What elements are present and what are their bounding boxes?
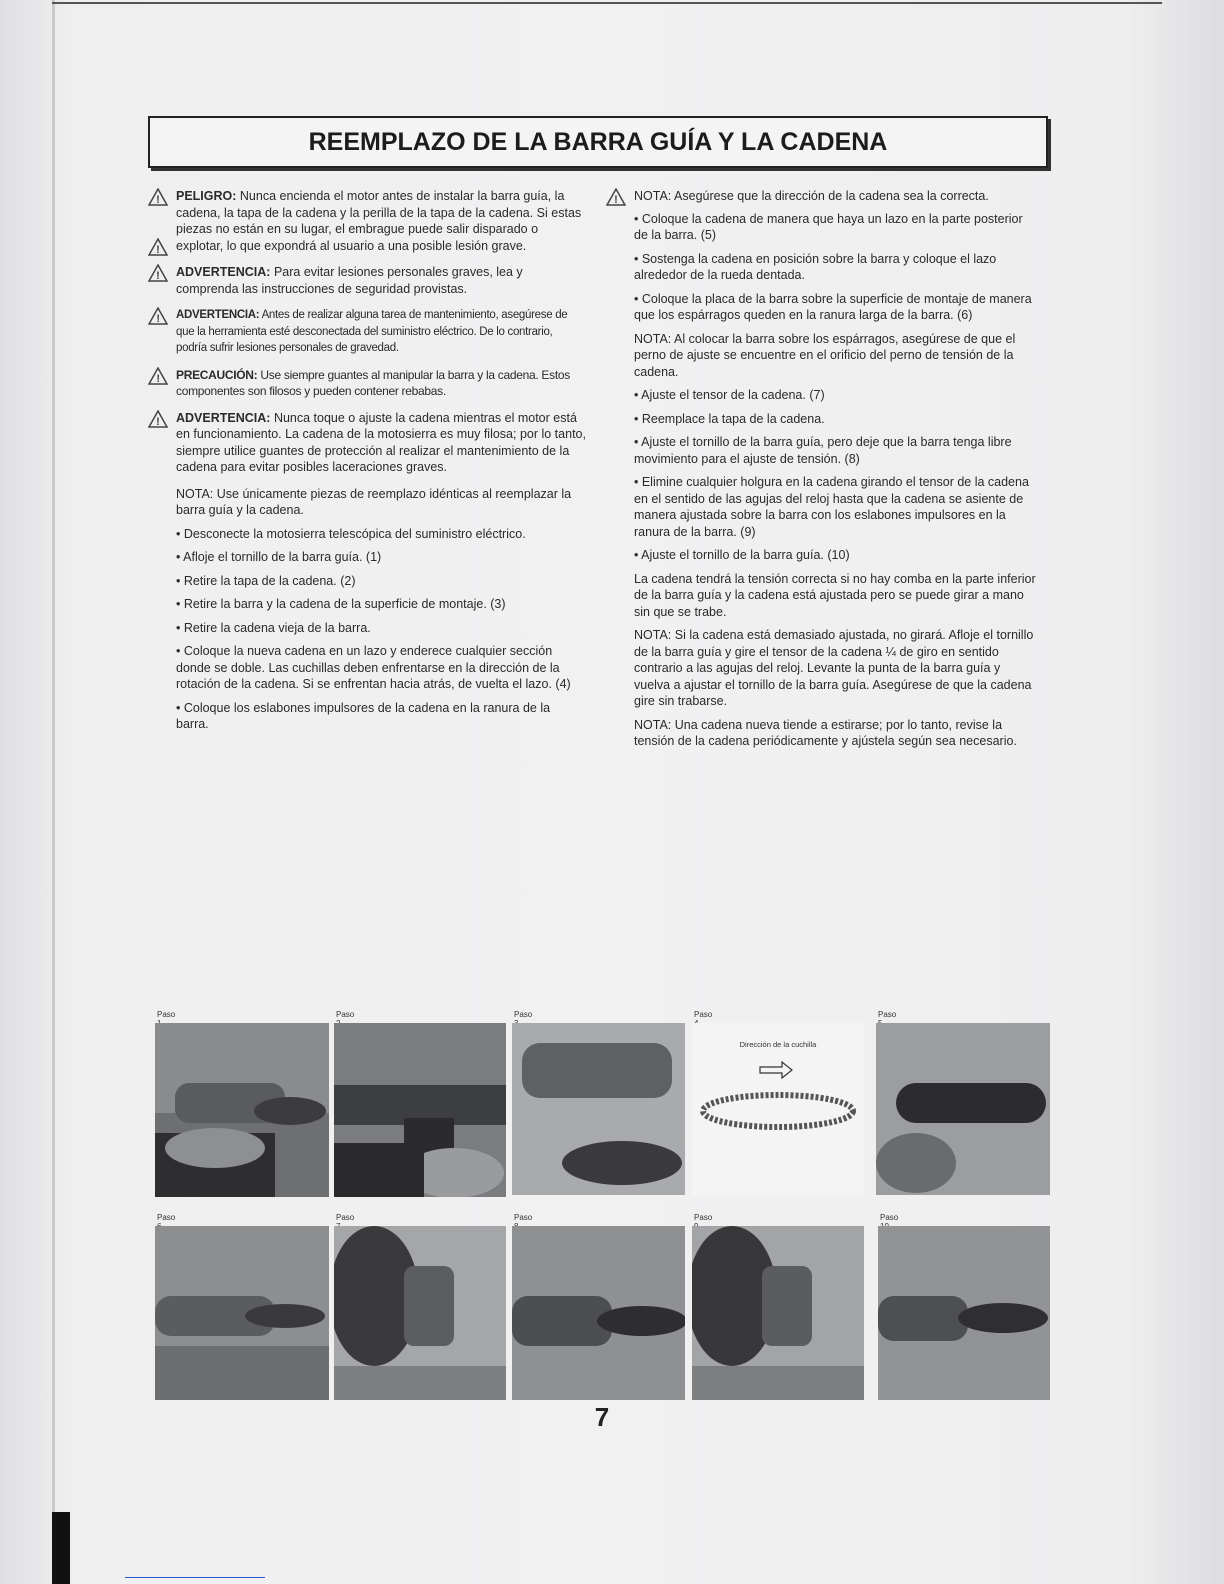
warning-triangle-icon (148, 410, 168, 428)
note-paragraph: NOTA: Use únicamente piezas de reemplazo idénticas al reemplazar la barra guía y la cadena. (176, 486, 572, 517)
warning-advertencia-1 (146, 264, 586, 297)
scan-bottom-line (125, 1577, 265, 1578)
step-bullet: • Retire la tapa de la cadena. (2) (176, 573, 356, 588)
left-column (146, 188, 586, 740)
page-number: 7 (594, 1402, 610, 1432)
step-bullet: • Elimine cualquier holgura en la cadena girando el tensor de la cadena en el sentido de las agujas del reloj hasta que la cadena se asiente de manera ajustada sobre la barra con los eslabones impulsores en la ranura de la barra. (9) (634, 475, 1029, 539)
step-bullet: • Coloque la nueva cadena en un lazo y enderece cualquier sección donde se doble. Las cuchillas deben enfrentarse en la dirección de la rotación de la cadena. Si se enfrentan hacia atrás, de vuelta el lazo. (4) (176, 644, 571, 691)
svg-text:!: ! (156, 194, 160, 206)
warning-label: PELIGRO: (176, 189, 237, 203)
scan-left-edge (52, 0, 55, 1584)
step-bullet: • Ajuste el tornillo de la barra guía. (10) (634, 548, 850, 562)
warning-label: ADVERTENCIA: (176, 410, 271, 425)
warning-precaucion (146, 367, 586, 400)
right-column (604, 188, 1036, 757)
chainsaw-photo (334, 1023, 506, 1197)
warning-label: ADVERTENCIA: (176, 265, 271, 279)
step-bullet: • Ajuste el tornillo de la barra guía, pero deje que la barra tenga libre movimiento para el ajuste de tensión. (8) (634, 435, 1012, 466)
step-label: Paso (880, 1213, 899, 1222)
warning-triangle-icon (148, 307, 168, 325)
warning-triangle-icon (148, 264, 168, 282)
warning-text: Nunca encienda el motor antes de instalar la barra guía, la cadena, la tapa de la cadena y la perilla de la tapa de la cadena. Si estas piezas no están en su lugar, el embrague puede salir disparado o explotar, lo que expondrá al usuario a una posible lesión grave. (176, 189, 582, 253)
step-label: Paso (336, 1010, 355, 1019)
warning-advertencia-3 (146, 410, 586, 476)
step-bullet: • Coloque la placa de la barra sobre la superficie de montaje de manera que los espárragos queden en la ranura larga de la barra. (6) (634, 291, 1032, 322)
warning-danger (146, 188, 586, 254)
step-bullet: • Afloje el tornillo de la barra guía. (1) (176, 550, 382, 564)
svg-text:!: ! (156, 270, 160, 282)
bleed-through-heading (500, 876, 504, 891)
svg-text:!: ! (156, 372, 160, 385)
chainsaw-photo (878, 1226, 1050, 1400)
warning-triangle-icon (148, 367, 168, 385)
chainsaw-photo (155, 1226, 329, 1400)
chainsaw-photo (334, 1226, 506, 1400)
tension-paragraph: La cadena tendrá la tensión correcta si no hay comba en la parte inferior de la barra guía y la cadena está ajustada pero se puede girar a mano sin que se trabe. (634, 571, 1036, 619)
warning-text: Nunca toque o ajuste la cadena mientras el motor está en funcionamiento. La cadena de la motosierra es muy filosa; por lo tanto, siempre utilice guantes de protección al realizar el mantenimiento de la cadena para evitar posibles laceraciones graves. (176, 410, 586, 474)
note-paragraph: NOTA: Al colocar la barra sobre los espárragos, asegúrese de que el perno de ajuste se encuentre en el orificio del perno de tensión de la cadena. (634, 331, 1016, 379)
note-direction (604, 188, 1036, 205)
note-paragraph: NOTA: Si la cadena está demasiado ajustada, no girará. Afloje el tornillo de la barra guía y gire el tensor de la cadena ¼ de giro en sentido contrario a las agujas del reloj. Levante la punta de la barra guía y vuelva a ajustar el tornillo de la barra guía. Asegúrese de que la cadena gire sin trabarse. (634, 628, 1034, 708)
step-bullet: • Reemplace la tapa de la cadena. (634, 411, 825, 426)
scan-top-edge (52, 2, 1162, 4)
chainsaw-photo (876, 1023, 1050, 1195)
scan-bottom-mark (52, 1512, 70, 1584)
step-label: Paso (157, 1213, 176, 1222)
note-text: NOTA: Asegúrese que la dirección de la cadena sea la correcta. (634, 189, 989, 203)
step-label: Paso (694, 1213, 713, 1222)
warning-advertencia-2 (146, 307, 586, 357)
blade-direction-caption: Dirección de la cuchilla (739, 1040, 817, 1049)
chainsaw-photo (512, 1023, 685, 1195)
warning-label: ADVERTENCIA: (176, 309, 260, 321)
step-bullet: • Retire la barra y la cadena de la superficie de montaje. (3) (176, 597, 506, 611)
step-bullet: • Retire la cadena vieja de la barra. (176, 620, 371, 635)
step-label: Paso (878, 1010, 897, 1019)
step-bullet: • Ajuste el tensor de la cadena. (7) (634, 388, 825, 402)
svg-text:!: ! (156, 313, 160, 325)
step-label: Paso (514, 1010, 533, 1019)
page-title: REEMPLAZO DE LA BARRA GUÍA Y LA CADENA (308, 127, 888, 156)
step-label: Paso (157, 1010, 176, 1019)
svg-text:!: ! (156, 244, 160, 256)
warning-text: Use siempre guantes al manipular la barra y la cadena. Estos componentes son filosos y pueden contener rebabas. (176, 367, 570, 398)
svg-text:!: ! (156, 415, 160, 428)
step-bullet: • Coloque los eslabones impulsores de la cadena en la ranura de la barra. (176, 700, 551, 731)
warning-text: Para evitar lesiones personales graves, lea y comprenda las instrucciones de seguridad provistas. (176, 265, 523, 296)
warning-triangle-icon (148, 188, 168, 206)
chainsaw-photo (155, 1023, 329, 1197)
step-bullet: • Coloque la cadena de manera que haya un lazo en la parte posterior de la barra. (5) (634, 211, 1023, 242)
step-label: Paso (694, 1010, 713, 1019)
step-bullet: • Desconecte la motosierra telescópica del suministro eléctrico. (176, 526, 526, 541)
warning-label: PRECAUCIÓN: (176, 367, 258, 382)
chain-loop-photo (692, 1023, 864, 1196)
svg-text:!: ! (614, 194, 618, 206)
step-bullet: • Sostenga la cadena en posición sobre la barra y coloque el lazo alrededor de la rueda dentada. (634, 251, 997, 282)
chainsaw-photo (512, 1226, 685, 1400)
chainsaw-photo (692, 1226, 864, 1400)
step-label: Paso (514, 1213, 533, 1222)
warning-triangle-icon (148, 238, 168, 256)
warning-text: Antes de realizar alguna tarea de mantenimiento, asegúrese de que la herramienta esté desconectada del suministro eléctrico. De lo contrario, podría sufrir lesiones personales de gravedad. (176, 309, 568, 354)
section-title-box (148, 116, 1048, 168)
warning-triangle-icon (606, 188, 626, 206)
note-paragraph: NOTA: Una cadena nueva tiende a estirarse; por lo tanto, revise la tensión de la cadena periódicamente y ajústela según sea necesario. (634, 717, 1017, 748)
step-label: Paso (336, 1213, 355, 1222)
